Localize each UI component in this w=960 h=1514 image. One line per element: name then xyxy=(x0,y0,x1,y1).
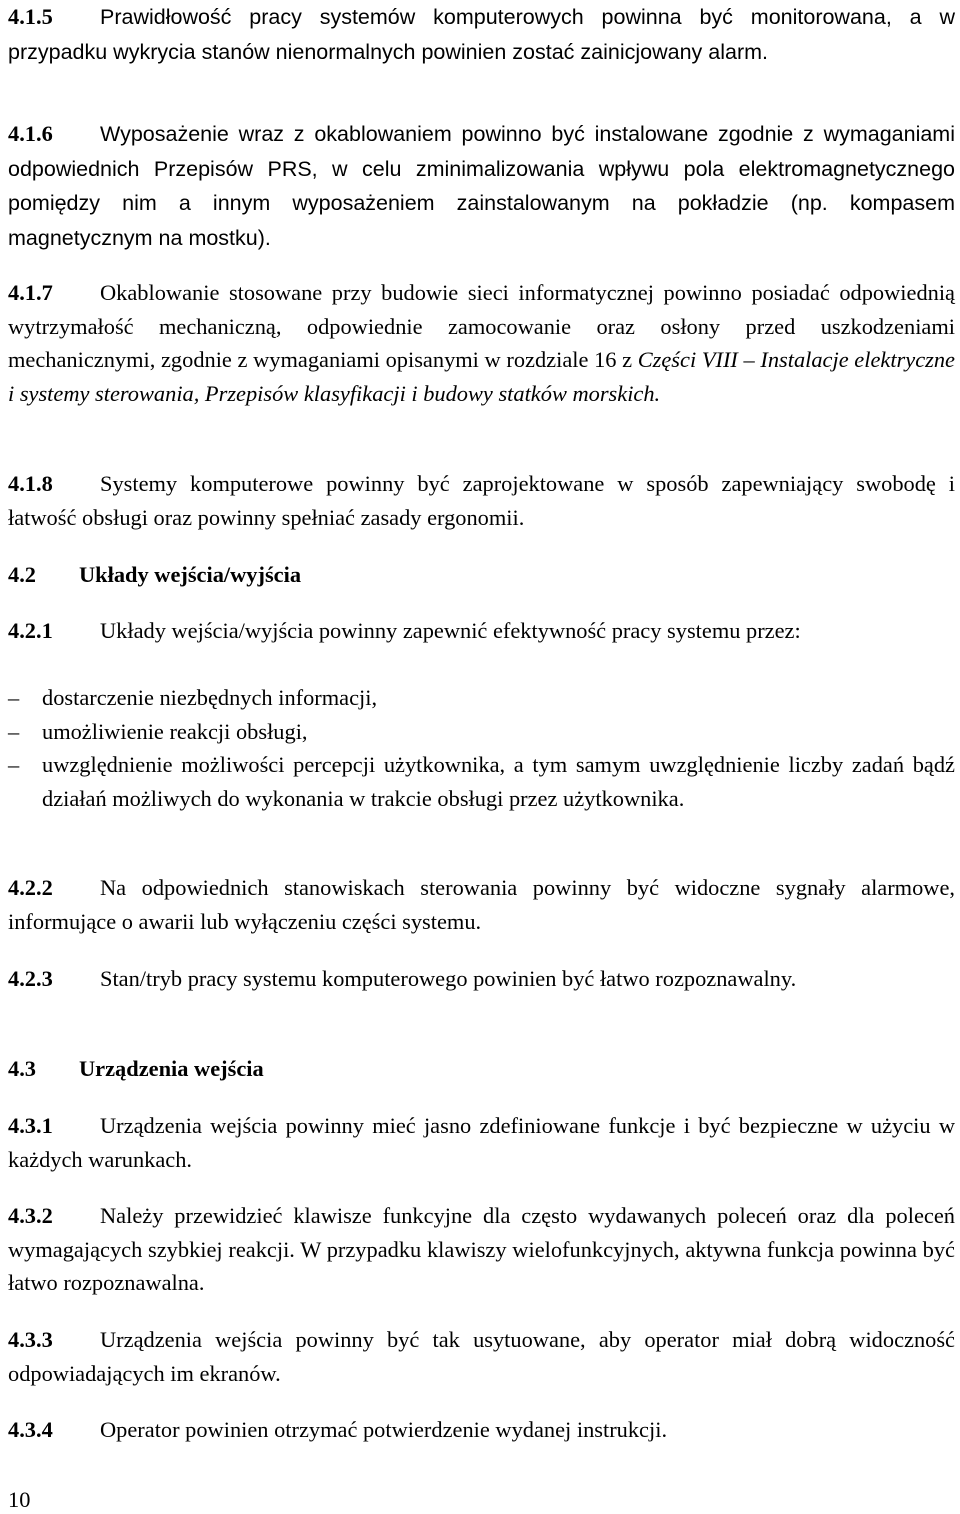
heading-number: 4.2 xyxy=(8,562,36,587)
paragraph-4-3-1 xyxy=(8,1109,955,1176)
paragraph-number: 4.1.6 xyxy=(8,121,53,146)
paragraph-number: 4.2.3 xyxy=(8,966,53,991)
dash-bullet: – xyxy=(8,752,20,777)
paragraph-4-3-3 xyxy=(8,1323,955,1390)
paragraph-number: 4.3.4 xyxy=(8,1417,53,1442)
paragraph-text: Prawidłowość pracy systemów komputerowych powinna być monitorowana, a w przypadku wykrycia stanów nienormalnych powinien zostać zainicjowany alarm. xyxy=(8,5,955,64)
dash-bullet: – xyxy=(8,718,20,744)
paragraph-number: 4.3.2 xyxy=(8,1203,53,1228)
paragraph-text: Urządzenia wejścia powinny mieć jasno zdefiniowane funkcje i być bezpieczne w użyciu w każdych warunkach. xyxy=(8,1113,955,1172)
list-item-text: umożliwienie reakcji obsługi, xyxy=(42,718,308,744)
paragraph-number: 4.3.1 xyxy=(8,1113,53,1138)
paragraph-text: Okablowanie stosowane przy budowie sieci informatycznej powinno posiadać odpowiednią wytrzymałość mechaniczną, odpowiednie zamocowanie oraz osłony przed uszkodzeniami mechanicznymi, zgodnie z wymaganiami opisanymi w rozdziale 16 z xyxy=(8,280,955,372)
paragraph-text: Operator powinien otrzymać potwierdzenie wydanej instrukcji. xyxy=(100,1417,668,1442)
list-item xyxy=(8,715,955,749)
paragraph-text: Urządzenia wejścia powinny być tak usytuowane, aby operator miał dobrą widoczność odpowiadających im ekranów. xyxy=(8,1327,955,1386)
paragraph-4-3-4 xyxy=(8,1413,955,1447)
paragraph-4-1-5 xyxy=(8,0,955,69)
paragraph-4-2-3 xyxy=(8,962,955,996)
paragraph-text: Na odpowiednich stanowiskach sterowania powinny być widoczne sygnały alarmowe, informujące o awarii lub wyłączeniu części systemu. xyxy=(8,875,955,934)
paragraph-4-1-7 xyxy=(8,276,955,410)
paragraph-4-2-2 xyxy=(8,871,955,938)
heading-number: 4.3 xyxy=(8,1056,36,1081)
heading-title: Urządzenia wejścia xyxy=(79,1056,264,1081)
paragraph-number: 4.1.7 xyxy=(8,280,53,305)
paragraph-text: Wyposażenie wraz z okablowaniem powinno być instalowane zgodnie z wymaganiami odpowiednich Przepisów PRS, w celu zminimalizowania wpływu pola elektromagnetycznego pomiędzy nim a innym wyposażeniem zainstalowanym na pokładzie (np. kompasem magnetycznym na mostku). xyxy=(8,122,955,250)
paragraph-number: 4.2.2 xyxy=(8,875,53,900)
section-heading-4-2 xyxy=(8,558,955,592)
list-item xyxy=(8,748,955,815)
page-number: 10 xyxy=(8,1487,31,1512)
list-item xyxy=(8,681,955,715)
dash-bullet: – xyxy=(8,685,20,710)
paragraph-4-2-1 xyxy=(8,614,955,648)
bullet-list-4-2-1 xyxy=(8,681,955,815)
paragraph-4-3-2 xyxy=(8,1199,955,1300)
paragraph-4-1-6 xyxy=(8,117,955,255)
paragraph-number: 4.1.8 xyxy=(8,471,53,496)
heading-title: Układy wejścia/wyjścia xyxy=(79,562,302,587)
paragraph-number: 4.2.1 xyxy=(8,618,53,643)
list-item-text: dostarczenie niezbędnych informacji, xyxy=(42,685,378,710)
paragraph-number: 4.3.3 xyxy=(8,1327,53,1352)
paragraph-text: Należy przewidzieć klawisze funkcyjne dla często wydawanych poleceń oraz dla poleceń wymagających szybkiej reakcji. W przypadku klawiszy wielofunkcyjnych, aktywna funkcja powinna być łatwo rozpoznawalna. xyxy=(8,1203,955,1295)
paragraph-text: Stan/tryb pracy systemu komputerowego powinien być łatwo rozpoznawalny. xyxy=(100,966,797,991)
paragraph-text-italic: Części VIII – Instalacje elektryczne i systemy sterowania, Przepisów klasyfikacji i budowy statków morskich. xyxy=(8,347,955,406)
paragraph-text: Układy wejścia/wyjścia powinny zapewnić efektywność pracy systemu przez: xyxy=(100,618,801,643)
paragraph-4-1-8 xyxy=(8,467,955,534)
list-item-text: uwzględnienie możliwości percepcji użytkownika, a tym samym uwzględnienie liczby zadań bądź działań możliwych do wykonania w trakcie obsługi przez użytkownika. xyxy=(42,752,955,811)
paragraph-number: 4.1.5 xyxy=(8,4,53,29)
paragraph-text: Systemy komputerowe powinny być zaprojektowane w sposób zapewniający swobodę i łatwość obsługi oraz powinny spełniać zasady ergonomii. xyxy=(8,471,955,530)
section-heading-4-3 xyxy=(8,1052,955,1086)
